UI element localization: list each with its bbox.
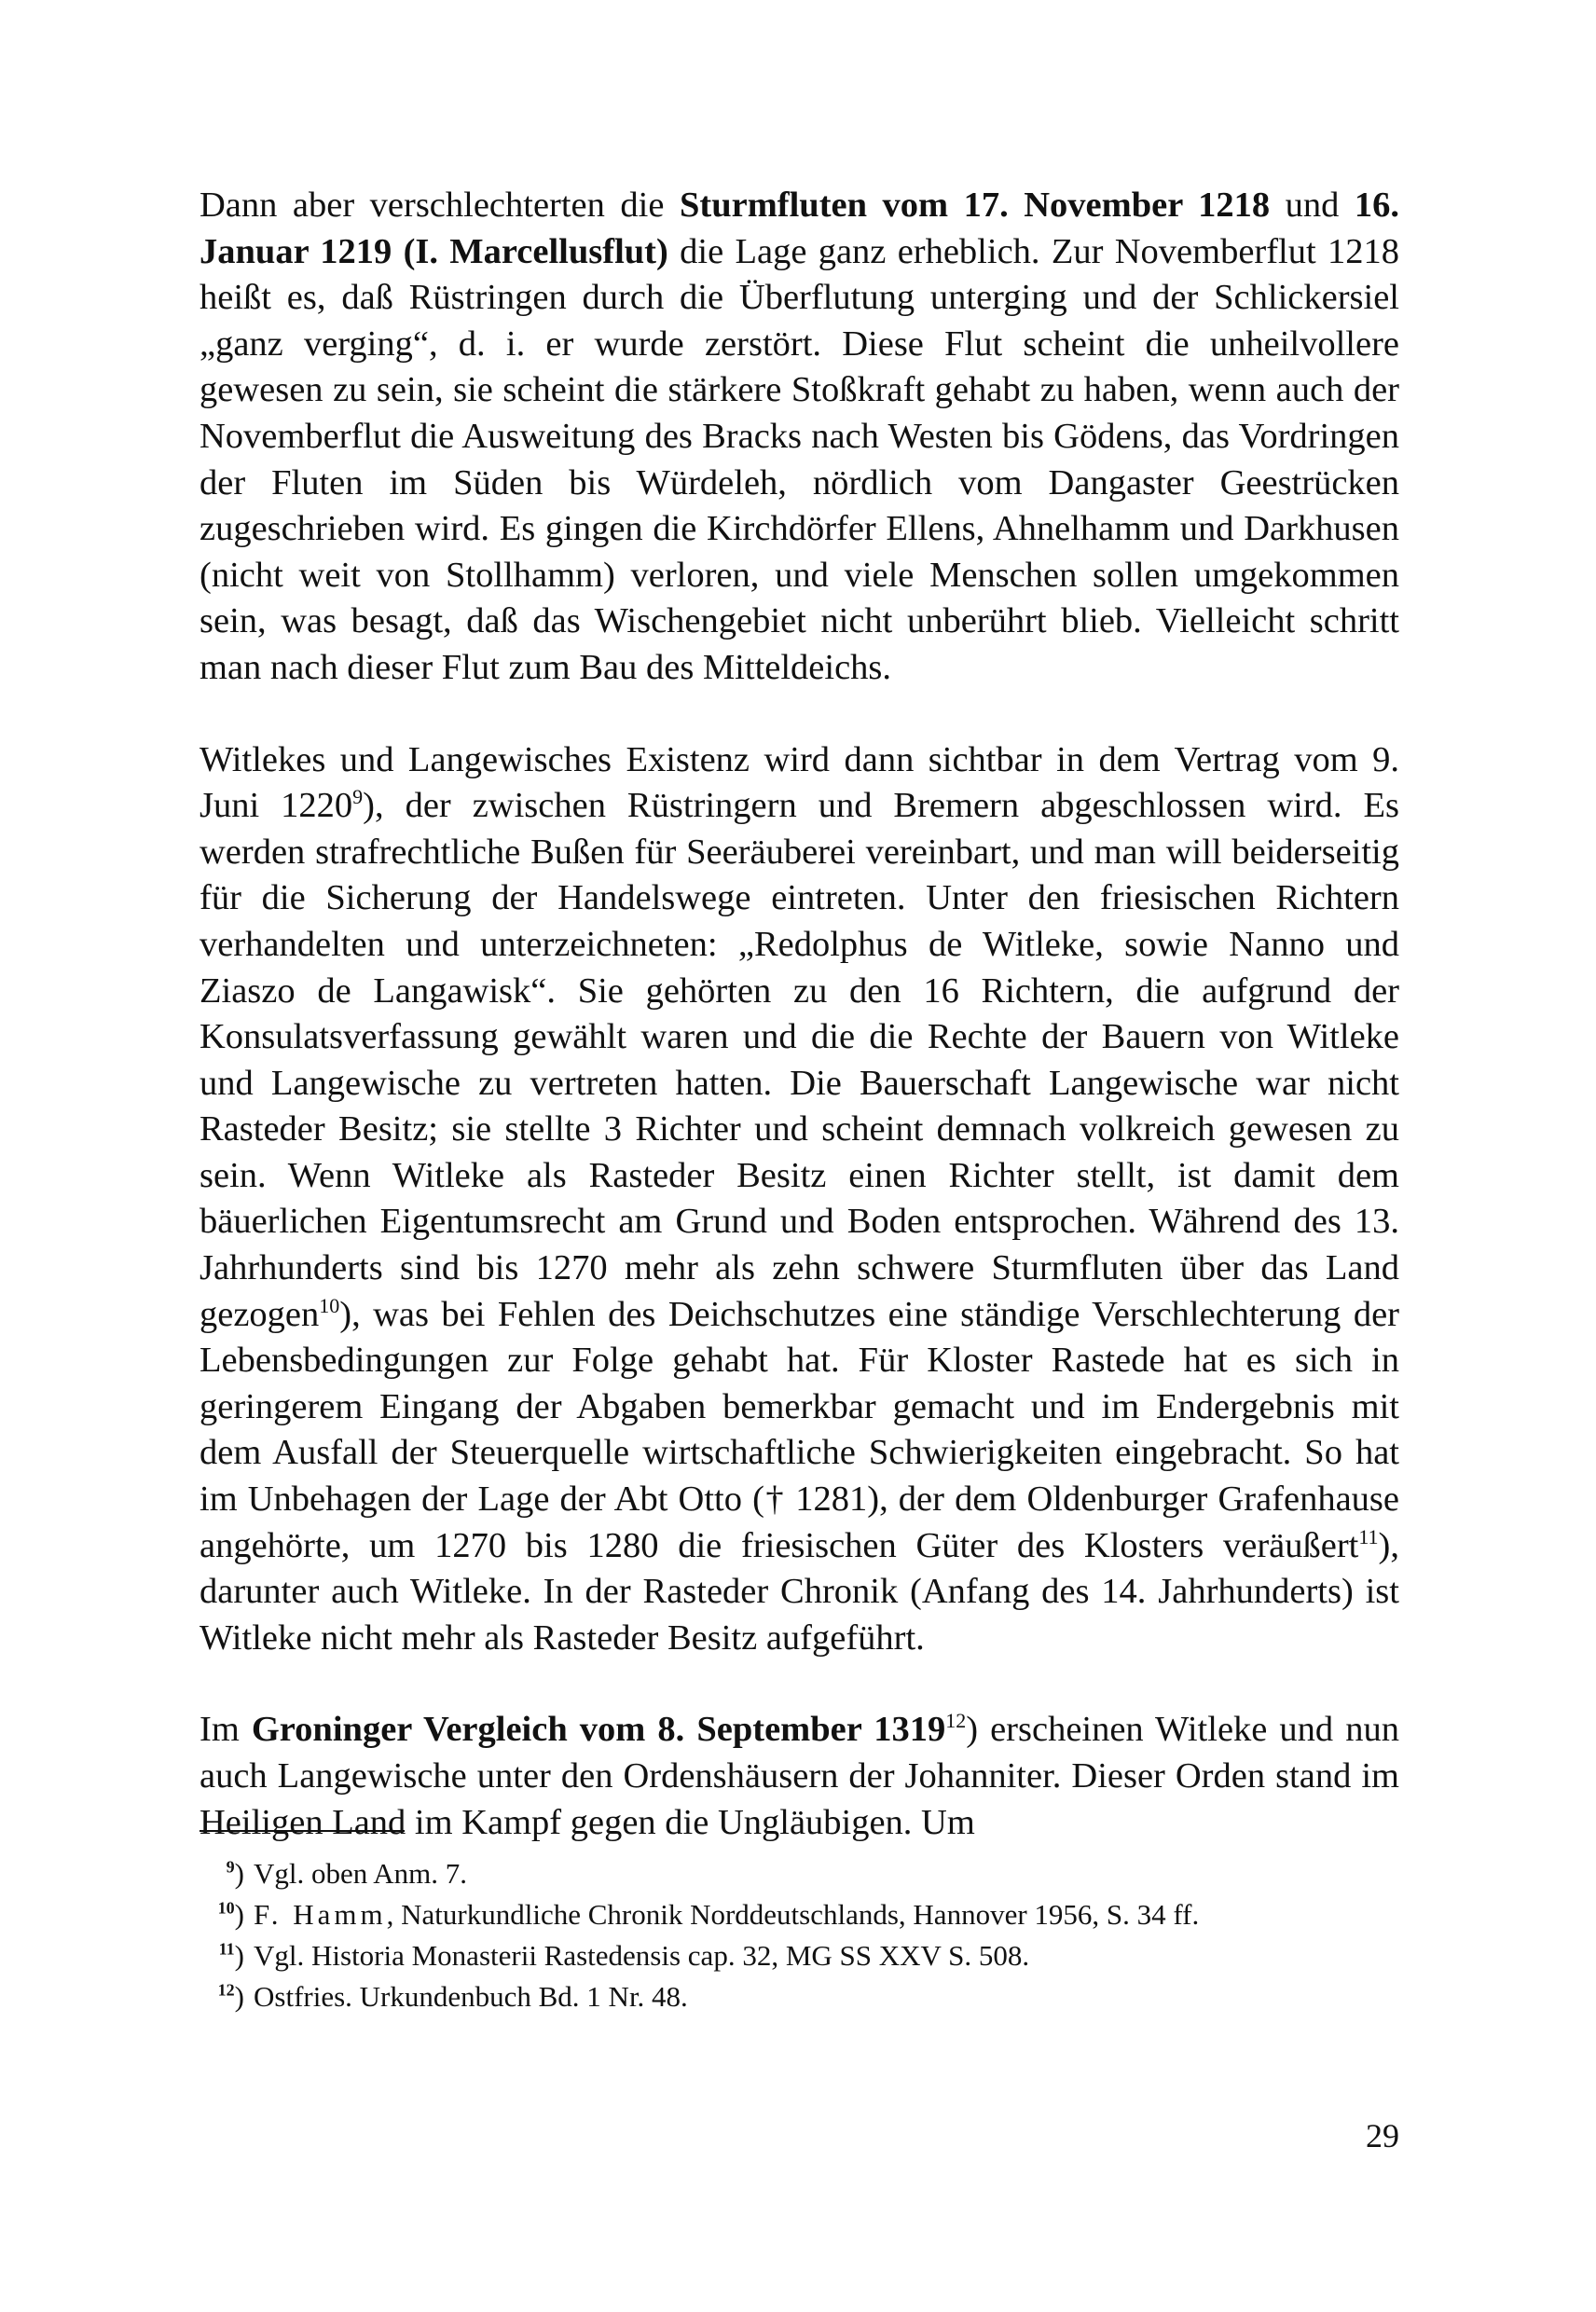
text-run: Im	[200, 1710, 252, 1750]
footnote-reference: 11	[1358, 1524, 1379, 1548]
footnote-10: $^{10}$) F. Hamm, Naturkundliche Chronik Norddeutschlands, Hannover 1956, S. 34 ff.	[217, 1898, 1200, 1931]
paragraph-1	[200, 183, 1399, 692]
text-run: ) erscheinen Witleke und nun auch Langewische unter den Ordenshäusern der Johanniter. Dieser Orden stand im Heiligen Land im Kampf gegen die Ungläubigen. Um	[200, 1710, 1399, 1842]
bold-text: Groninger Vergleich vom 8. September 1319	[251, 1710, 946, 1750]
page-number: 29	[1366, 2117, 1399, 2154]
footnote-12: $^{12}$) Ostfries. Urkundenbuch Bd. 1 Nr. 48.	[200, 1978, 1399, 2016]
text-run: und	[1270, 186, 1355, 225]
text-run: die Lage ganz erheblich. Zur Novemberflut 1218 heißt es, daß Rüstringen durch die Überflutung unterging und der Schlickersiel „ganz verging“, d. i. er wurde zerstört. Diese Flut scheint die unheilvollere gewesen zu sein, sie scheint die stärkere Stoßkraft gehabt zu haben, wenn auch der Novemberflut die Ausweitung des Bracks nach Westen bis Gödens, das Vordringen der Fluten im Süden bis Würdeleh, nördlich vom Dangaster Geestrücken zugeschrieben wird. Es gingen die Kirchdörfer Ellens, Ahnelhamm und Darkhusen (nicht weit von Stollhamm) verloren, und viele Menschen sollen umgekommen sein, was besagt, daß das Wischengebiet nicht unberührt blieb. Vielleicht schritt man nach dieser Flut zum Bau des Mitteldeichs.	[200, 231, 1399, 687]
footnote-reference: 12	[945, 1709, 967, 1733]
text-run: ), der zwischen Rüstringern und Bremern abgeschlossen wird. Es werden strafrechtliche Bußen für Seeräuberei vereinbart, und man will beiderseitig für die Sicherung der Handelswege eintreten. Unter den friesischen Richtern verhandelten und unterzeichneten: „Redolphus de Witleke, sowie Nanno und Ziaszo de Langawisk“. Sie gehörten zu den 16 Richtern, die aufgrund der Konsulatsverfassung gewählt waren und die die Rechte der Bauern von Witleke und Langewische zu vertreten hatten. Die Bauerschaft Langewische war nicht Rasteder Besitz; sie stellte 3 Richter und scheint demnach volkreich gewesen zu sein. Wenn Witleke als Rasteder Besitz einen Richter stellt, ist damit dem bäuerlichen Eigentumsrecht am Grund und Boden entsprochen. Während des 13. Jahrhunderts sind bis 1270 mehr als zehn schwere Sturmfluten über das Land gezogen	[200, 786, 1399, 1334]
footnote-11: $^{11}$) Vgl. Historia Monasterii Rastedensis cap. 32, MG SS XXV S. 508.	[200, 1937, 1399, 1975]
footnote-reference: 9	[352, 785, 364, 809]
footnote-author: F. Hamm	[254, 1898, 387, 1931]
footnote-divider	[200, 1830, 405, 1832]
text-run: Dann aber verschlechterten die	[200, 186, 680, 225]
text-run: ), darunter auch Witleke. In der Rasteder Chronik (Anfang des 14. Jahrhunderts) ist Witleke nicht mehr als Rasteder Besitz aufgeführt.	[200, 1525, 1399, 1658]
text-run: ), was bei Fehlen des Deichschutzes eine ständige Verschlechterung der Lebensbedingungen zur Folge gehabt hat. Für Kloster Rastede hat es sich in geringerem Eingang der Abgaben bemerkbar gemacht und im Endergebnis mit dem Ausfall der Steuerquelle wirtschaftliche Schwierigkeiten eingebracht. So hat im Unbehagen der Lage der Abt Otto († 1281), der dem Oldenburger Grafenhause angehörte, um 1270 bis 1280 die friesischen Güter des Klosters veräußert	[200, 1294, 1399, 1565]
footnote-text: , Naturkundliche Chronik Norddeutschlands, Hannover 1956, S. 34 ff.	[386, 1898, 1200, 1931]
footnote-number: 10	[217, 1898, 235, 1918]
footnote-number: 11	[218, 1939, 235, 1959]
text-run: Witlekes und Langewisches Existenz wird dann sichtbar in dem Vertrag vom 9. Juni 1220	[200, 739, 1399, 826]
bold-text: 16. Januar 1219 (I. Marcellusflut)	[200, 186, 1400, 271]
paragraph-3	[200, 1707, 1399, 1846]
footnote-number: 9	[226, 1857, 235, 1877]
paragraph-2	[200, 737, 1399, 1662]
footnote-text: Vgl. oben Anm. 7.	[254, 1857, 468, 1890]
footnote-reference: 10	[319, 1293, 340, 1317]
footnotes	[200, 1855, 1399, 2019]
main-text	[200, 183, 1399, 1846]
footnote-text: Ostfries. Urkundenbuch Bd. 1 Nr. 48.	[254, 1980, 688, 2013]
footnote-number: 12	[217, 1980, 235, 2000]
bold-text: Sturmfluten vom 17. November 1218	[679, 186, 1271, 225]
footnote-9: $^9$) Vgl. oben Anm. 7.	[200, 1855, 1399, 1892]
footnote-text: Vgl. Historia Monasterii Rastedensis cap. 32, MG SS XXV S. 508.	[254, 1939, 1030, 1972]
